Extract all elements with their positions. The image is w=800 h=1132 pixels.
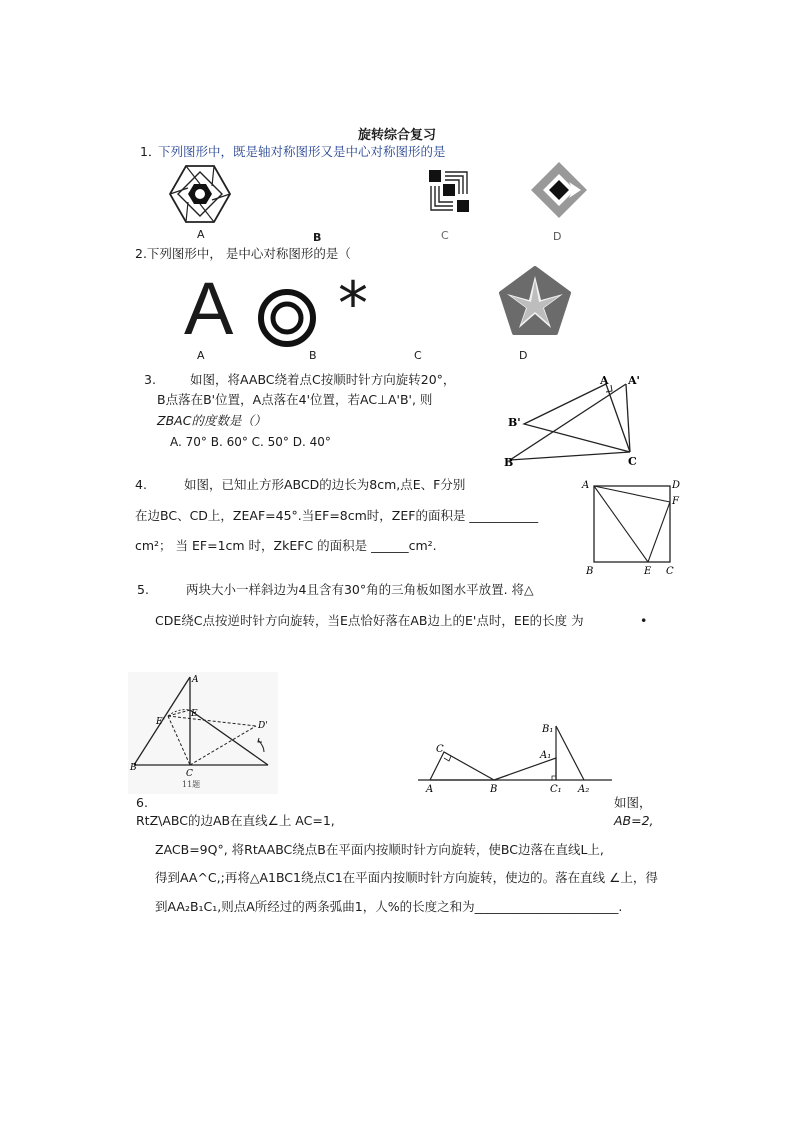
- q5-number: 5.: [137, 582, 149, 597]
- page-title: 旋转综合复习: [358, 128, 437, 143]
- q3-label-c: C: [628, 455, 637, 468]
- q4-line2: 在边BC、CD上，ZEAF=45°.当EF=8cm时，ZEF的面积是 ___________: [135, 508, 539, 523]
- q6-line1a: RtZ\ABC的边AB在直线∠上 AC=1,: [136, 813, 335, 828]
- q5-label-a: A: [192, 675, 199, 685]
- q2-letter-a-shape: A: [184, 267, 234, 350]
- q5-figure: [128, 672, 278, 798]
- q2-text: 2.下列图形中， 是中心对称图形的是（: [135, 246, 351, 261]
- q2-pentagon-star: [499, 266, 571, 340]
- q4-label-c: C: [666, 566, 674, 577]
- q6-right-note: 如图，: [614, 795, 652, 810]
- q3-line1: 如图，将AABC绕着点C按顺时针方向旋转20°，: [190, 372, 456, 387]
- q5-figure-caption: 11题: [182, 780, 201, 789]
- q2-option-a: A: [197, 349, 205, 362]
- q3-label-a: A: [600, 374, 609, 387]
- q3-label-b: B: [504, 456, 514, 469]
- q5-dot: •: [640, 613, 648, 628]
- q5-label-b: B: [130, 763, 137, 773]
- q5-line1: 两块大小一样斜边为4且含有30°角的三角板如图水平放置. 将△: [186, 582, 534, 597]
- q5-label-e: E: [191, 709, 198, 719]
- q4-figure: [580, 474, 690, 582]
- q3-label-b-prime: B': [508, 416, 521, 429]
- q1-figure-a: [168, 164, 232, 228]
- q1-option-b: B: [313, 231, 322, 244]
- q4-number: 4.: [135, 477, 147, 492]
- q4-label-b: B: [586, 566, 594, 577]
- q6-label-c: C: [436, 744, 444, 755]
- q1-figure-d: [529, 160, 589, 224]
- q3-choices: A. 70° B. 60° C. 50° D. 40°: [170, 435, 331, 449]
- q1-number: 1．: [140, 144, 161, 159]
- q2-option-c: C: [414, 349, 422, 362]
- q4-label-d: D: [672, 480, 681, 491]
- q6-label-b1: B₁: [542, 724, 554, 735]
- q2-option-b: B: [309, 349, 317, 362]
- q2-option-d: D: [519, 349, 528, 362]
- q3-number: 3.: [144, 372, 156, 387]
- q6-line2: ZACB=9Q°, 将RtAABC绕点B在平面内按顺时针方向旋转，使BC边落在直线L上,: [155, 842, 604, 857]
- q6-figure: [416, 718, 616, 802]
- q1-option-d: D: [553, 230, 562, 243]
- q4-line3: cm²； 当 EF=1cm 时，ZkEFC 的面积是 ______cm².: [135, 538, 437, 553]
- q5-label-e-prime: E': [156, 717, 166, 727]
- q6-number: 6.: [136, 795, 148, 810]
- q4-label-e: E: [644, 566, 652, 577]
- q6-line3: 得到AA^C,;再将△A1BC1绕点C1在平面内按顺时针方向旋转，使边的。落在直线 ∠上，得: [155, 870, 658, 885]
- q3-line2: B点落在B'位置，A点落在4'位置，若AC⊥A'B', 则: [157, 392, 433, 407]
- q1-figure-c: [427, 168, 471, 218]
- q4-label-a: A: [582, 480, 590, 491]
- q1-text: 下列图形中，既是轴对称图形又是中心对称图形的是: [158, 144, 446, 159]
- q2-asterisk-shape: *: [338, 269, 368, 339]
- q4-label-f: F: [672, 496, 679, 507]
- q3-line3: ZBAC的度数是（）: [157, 413, 267, 428]
- q2-concentric-circles: [256, 287, 318, 353]
- q6-label-b: B: [490, 784, 498, 795]
- q1-option-a: A: [197, 228, 205, 241]
- q1-option-c: C: [441, 229, 449, 242]
- q6-label-a2: A₂: [578, 784, 590, 795]
- q5-label-d-prime: D': [258, 721, 268, 731]
- q6-label-c1: C₁: [550, 784, 562, 795]
- q6-label-a: A: [426, 784, 434, 795]
- q3-label-a-prime: A': [628, 374, 640, 387]
- q6-line4: 到AA₂B₁C₁,则点A所经过的两条弧曲1，人%的长度之和为_______________________.: [155, 899, 623, 914]
- q6-line1b: AB=2,: [614, 813, 654, 828]
- q5-line2: CDE绕C点按逆时针方向旋转，当E点恰好落在AB边上的E'点时，EE的长度 为: [155, 613, 584, 628]
- q4-line1: 如图，已知止方形ABCD的边长为8cm,点E、F分别: [184, 477, 466, 492]
- q3-figure: [500, 372, 650, 476]
- q5-label-c: C: [186, 769, 193, 779]
- q6-label-a1: A₁: [540, 750, 552, 761]
